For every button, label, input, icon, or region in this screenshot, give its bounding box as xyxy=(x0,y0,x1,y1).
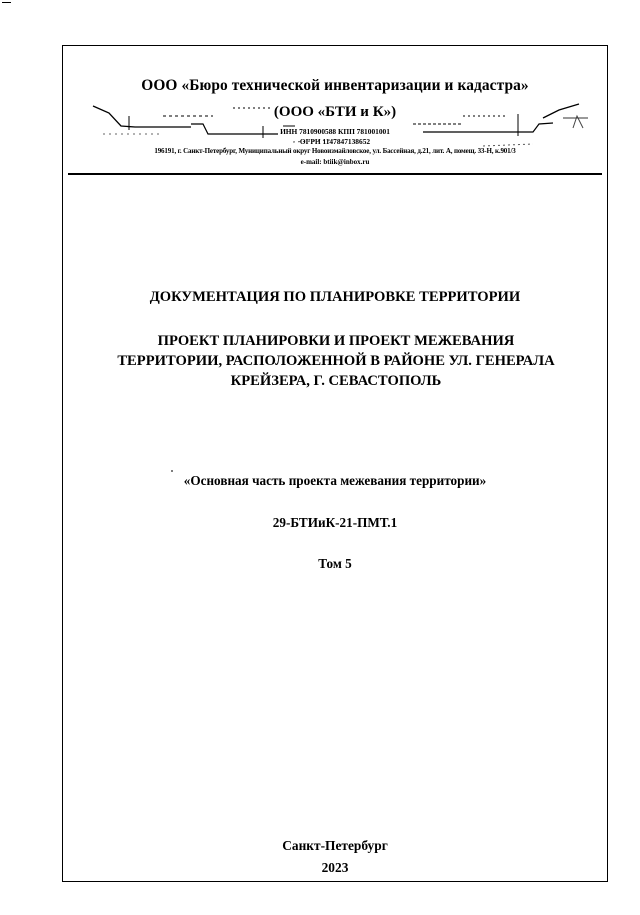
city: Санкт-Петербург xyxy=(282,838,388,853)
project-title-line: КРЕЙЗЕРА, Г. СЕВАСТОПОЛЬ xyxy=(230,373,442,389)
company-address: 196191, г. Санкт-Петербург, Муниципальный округ Новоизмайловское, ул. Бассейная, д.21, лит. А, помещ. 33-Н, к.901/3 xyxy=(154,147,516,155)
inn-kpp: ИНН 7810900588 КПП 781001001 xyxy=(280,127,390,136)
scan-speck xyxy=(171,470,173,472)
year: 2023 xyxy=(321,860,349,875)
document-code: 29-БТИиК-21-ПМТ.1 xyxy=(272,515,398,530)
header-rule xyxy=(68,173,602,175)
company-name: ООО «Бюро технической инвентаризации и кадастра» xyxy=(141,77,529,94)
company-email: e-mail: btiik@inbox.ru xyxy=(300,158,370,166)
page-frame xyxy=(62,45,608,882)
corner-mark xyxy=(2,2,11,3)
organization-header xyxy=(63,46,607,174)
document-part-title: «Основная часть проекта межевания территории» xyxy=(183,473,487,488)
project-title-line: ПРОЕКТ ПЛАНИРОВКИ И ПРОЕКТ МЕЖЕВАНИЯ xyxy=(157,333,515,349)
project-title xyxy=(93,331,579,391)
document-type: ДОКУМЕНТАЦИЯ ПО ПЛАНИРОВКЕ ТЕРРИТОРИИ xyxy=(149,289,521,305)
project-title-line: ТЕРРИТОРИИ, РАСПОЛОЖЕННОЙ В РАЙОНЕ УЛ. ГЕНЕРАЛА xyxy=(117,353,555,369)
company-short-name: (ООО «БТИ и К») xyxy=(273,104,397,120)
volume-number: Том 5 xyxy=(318,556,352,571)
ogrn: ОГРН 1147847138652 xyxy=(299,137,371,146)
